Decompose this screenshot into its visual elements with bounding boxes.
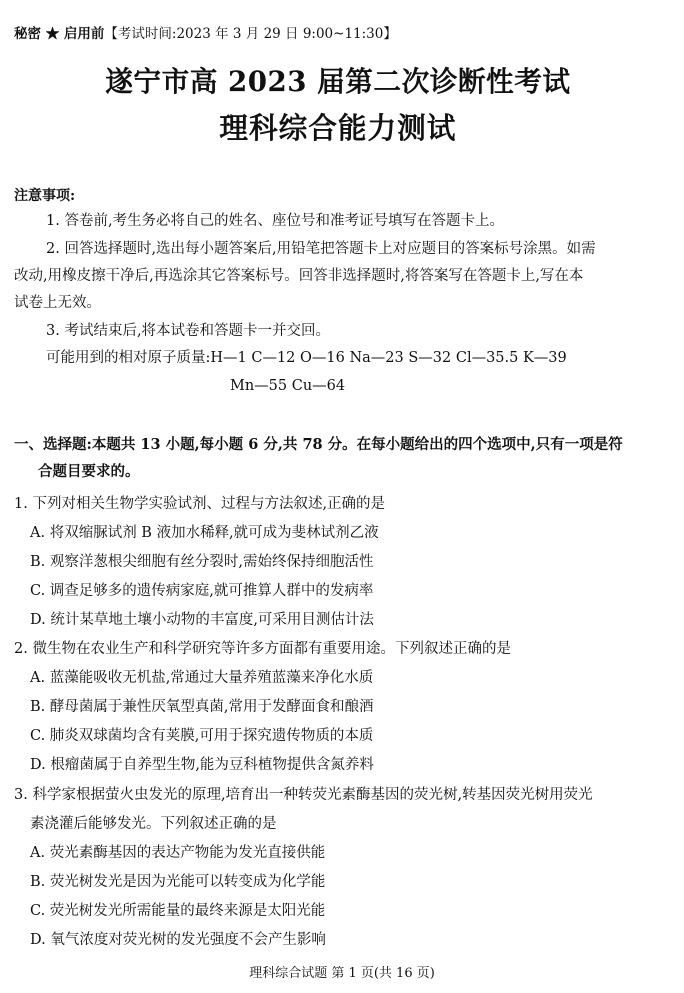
exam-time: 【考试时间:2023 年 3 月 29 日 9:00~11:30】	[104, 26, 397, 42]
question-stem: 3. 科学家根据萤火虫发光的原理,培育出一种转荧光素酶基因的荧光树,转基因荧光树用荧光	[14, 787, 593, 803]
page-footer: 理科综合试题 第 1 页(共 16 页)	[249, 966, 435, 981]
atomic-mass-line-2: Mn—55 Cu—64	[230, 378, 346, 394]
question-stem: 2. 微生物在农业生产和科学研究等许多方面都有重要用途。下列叙述正确的是	[14, 641, 511, 657]
notice-item-1: 1. 答卷前,考生务必将自己的姓名、座位号和准考证号填写在答题卡上。	[46, 213, 505, 229]
option-d: D. 氧气浓度对荧光树的发光强度不会产生影响	[30, 932, 326, 948]
option-a: A. 将双缩脲试剂 B 液加水稀释,就可成为斐林试剂乙液	[30, 525, 379, 541]
option-b: B. 荧光树发光是因为光能可以转变成为化学能	[30, 874, 326, 890]
notice-item-2: 2. 回答选择题时,选出每小题答案后,用铅笔把答题卡上对应题目的答案标号涂黑。如需	[46, 241, 596, 257]
section-heading: 一、选择题:本题共 13 小题,每小题 6 分,共 78 分。在每小题给出的四个选项中,只有一项是符	[14, 436, 623, 453]
option-b: B. 观察洋葱根尖细胞有丝分裂时,需始终保持细胞活性	[30, 554, 374, 570]
atomic-mass-line: 可能用到的相对原子质量:H—1 C—12 O—16 Na—23 S—32 Cl—35.5 K—39	[46, 350, 567, 366]
option-c: C. 调查足够多的遗传病家庭,就可推算人群中的发病率	[30, 583, 374, 599]
exam-title: 遂宁市高 2023 届第二次诊断性考试	[105, 65, 571, 98]
confidential-label: 秘密 ★ 启用前	[14, 26, 105, 42]
option-d: D. 根瘤菌属于自养型生物,能为豆科植物提供含氮养料	[30, 757, 374, 773]
exam-subtitle: 理科综合能力测试	[219, 111, 457, 145]
option-c: C. 肺炎双球菌均含有荚膜,可用于探究遗传物质的本质	[30, 728, 374, 744]
notice-item-2-cont: 改动,用橡皮擦干净后,再选涂其它答案标号。回答非选择题时,将答案写在答题卡上,写在本	[14, 268, 584, 284]
notice-item-2-cont2: 试卷上无效。	[14, 295, 101, 311]
notice-heading: 注意事项:	[14, 188, 76, 204]
option-a: A. 荧光素酶基因的表达产物能为发光直接供能	[30, 845, 326, 861]
question-stem: 1. 下列对相关生物学实验试剂、过程与方法叙述,正确的是	[14, 496, 386, 512]
option-b: B. 酵母菌属于兼性厌氧型真菌,常用于发酵面食和酿酒	[30, 699, 374, 715]
option-c: C. 荧光树发光所需能量的最终来源是太阳光能	[30, 903, 326, 919]
option-d: D. 统计某草地土壤小动物的丰富度,可采用目测估计法	[30, 612, 374, 628]
notice-item-3: 3. 考试结束后,将本试卷和答题卡一并交回。	[46, 323, 331, 339]
question-stem-cont: 素浇灌后能够发光。下列叙述正确的是	[30, 816, 277, 832]
option-a: A. 蓝藻能吸收无机盐,常通过大量养殖蓝藻来净化水质	[30, 670, 374, 686]
confidential-header	[14, 22, 397, 42]
section-heading-cont: 合题目要求的。	[38, 463, 140, 480]
